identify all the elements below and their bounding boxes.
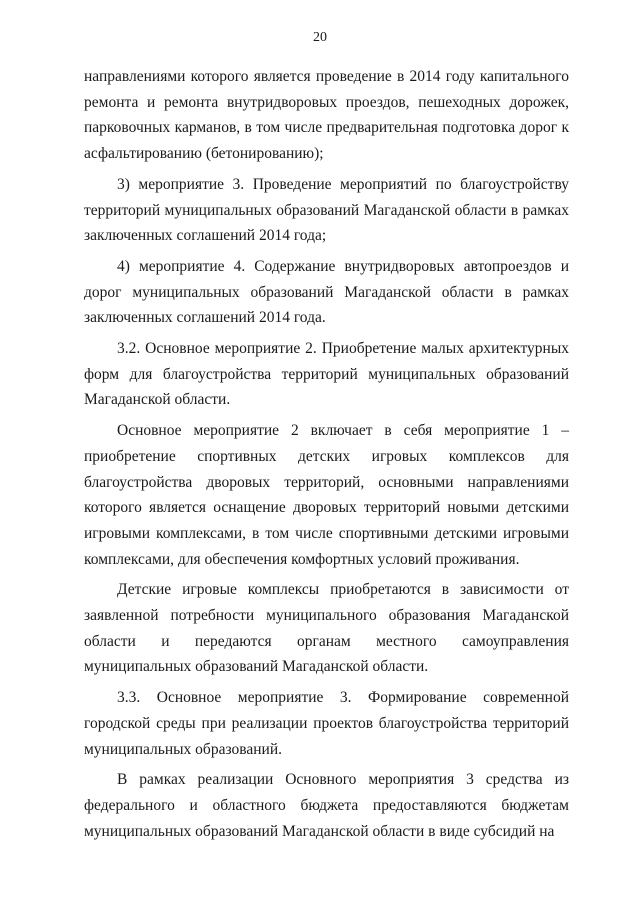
document-body bbox=[84, 64, 569, 844]
paragraph-main-event-2-description: Основное мероприятие 2 включает в себя мероприятие 1 – приобретение спортивных детских игровых комплексов для благоустройства дворовых территорий, основными направлениями которого является оснащение дворовых территорий новыми детскими игровыми комплексами, в том числе спортивными детскими игровыми комплексами, для обеспечения комфортных условий проживания. bbox=[84, 422, 569, 568]
paragraph-event-3: 3) мероприятие 3. Проведение мероприятий по благоустройству территорий муниципальных образований Магаданской области в рамках заключенных соглашений 2014 года; bbox=[84, 175, 569, 245]
paragraph-section-3-3: 3.3. Основное мероприятие 3. Формирование современной городской среды при реализации проектов благоустройства территорий муниципальных образований. bbox=[84, 689, 569, 758]
page-number: 20 bbox=[313, 30, 327, 45]
paragraph-main-event-3-funding: В рамках реализации Основного мероприятия 3 средства из федерального и областного бюджета предоставляются бюджетам муниципальных образований Магаданской области в виде субсидий на bbox=[84, 771, 569, 840]
paragraph-event-4: 4) мероприятие 4. Содержание внутридворовых автопроездов и дорог муниципальных образований Магаданской области в рамках заключенных соглашений 2014 года. bbox=[84, 257, 569, 327]
paragraph-playground-complexes: Детские игровые комплексы приобретаются в зависимости от заявленной потребности муниципального образования Магаданской области и передаются органам местного самоуправления муниципальных образований Магаданской области. bbox=[84, 581, 569, 676]
paragraph-section-3-2: 3.2. Основное мероприятие 2. Приобретение малых архитектурных форм для благоустройства территорий муниципальных образований Магаданской области. bbox=[84, 340, 569, 409]
paragraph-continuation: направлениями которого является проведение в 2014 году капитального ремонта и ремонта внутридворовых проездов, пешеходных дорожек, парковочных карманов, в том числе предварительная подготовка дорог к асфальтированию (бетонированию); bbox=[84, 68, 569, 163]
